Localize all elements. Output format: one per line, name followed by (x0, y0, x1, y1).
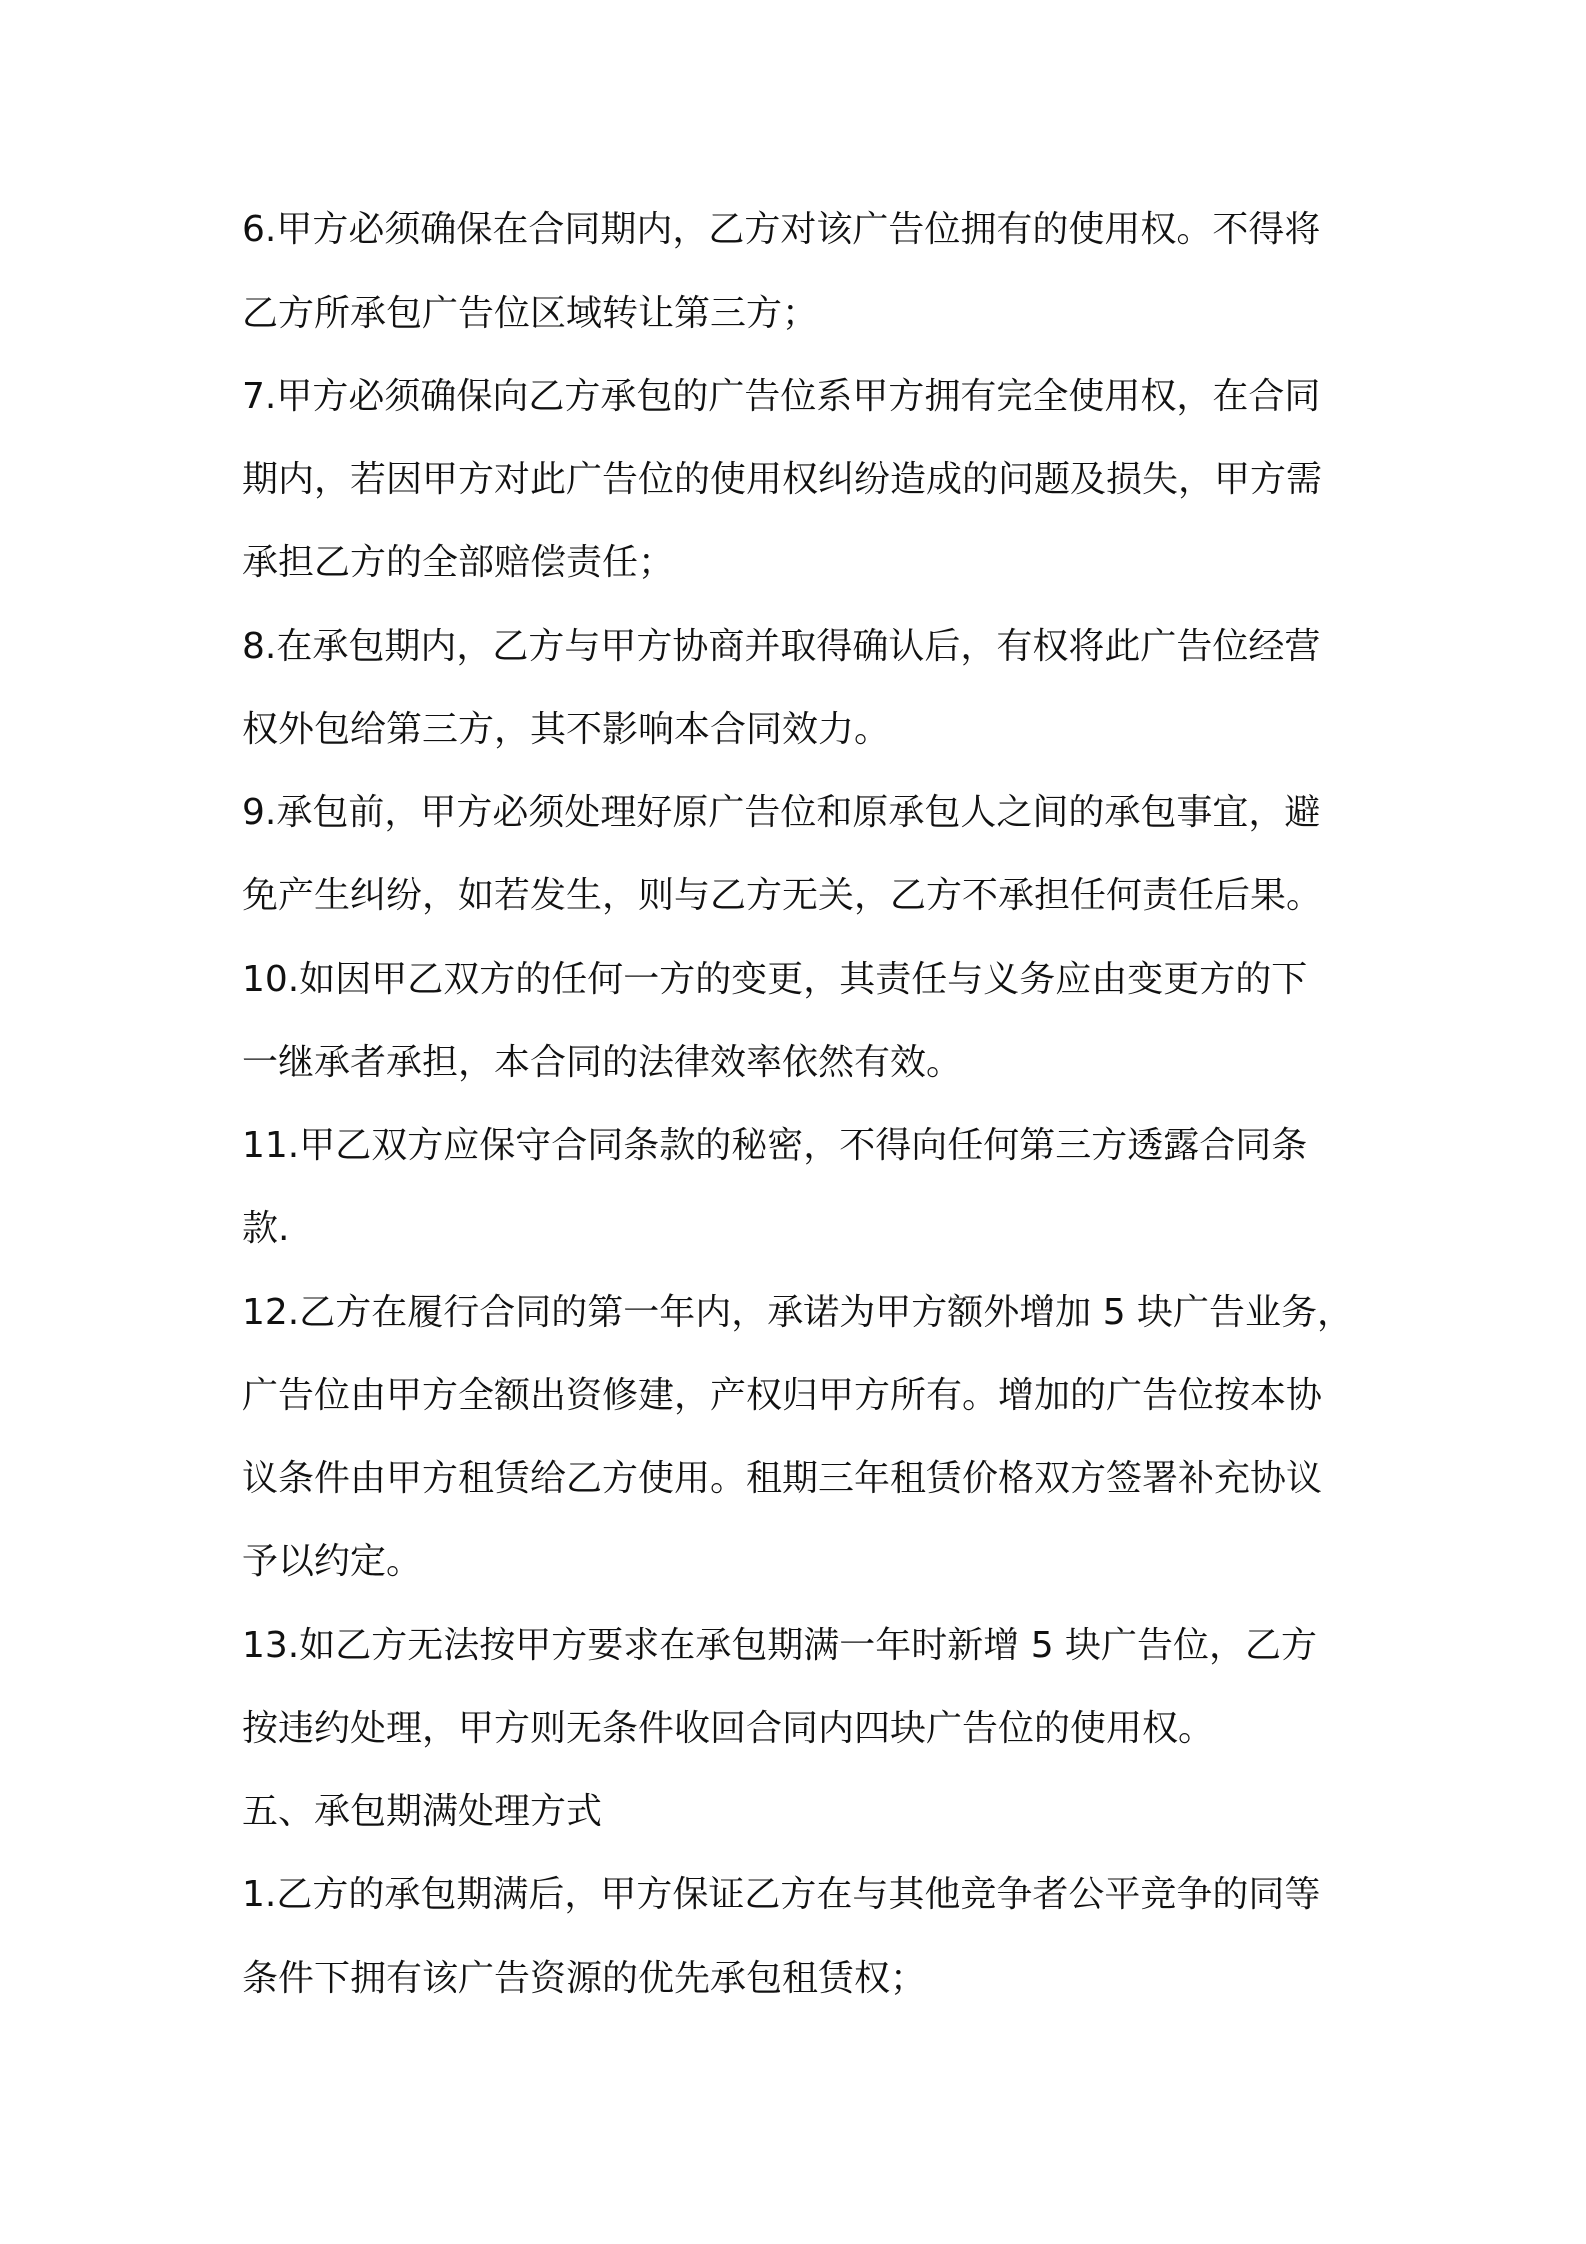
text-line: 款. (242, 1208, 290, 1249)
text-line: 条件下拥有该广告资源的优先承包租赁权； (242, 1958, 927, 1999)
text-line: 12.乙方在履行合同的第一年内，承诺为甲方额外增加 5 块广告业务， (242, 1292, 1354, 1333)
text-line: 1.乙方的承包期满后，甲方保证乙方在与其他竞争者公平竞争的同等 (242, 1874, 1321, 1915)
text-line: 11.甲乙双方应保守合同条款的秘密，不得向任何第三方透露合同条 (242, 1125, 1308, 1166)
text-line: 13.如乙方无法按甲方要求在承包期满一年时新增 5 块广告位，乙方 (242, 1625, 1318, 1666)
text-line: 6.甲方必须确保在合同期内，乙方对该广告位拥有的使用权。不得将 (242, 209, 1321, 250)
text-line: 权外包给第三方，其不影响本合同效力。 (242, 709, 891, 750)
text-line: 乙方所承包广告位区域转让第三方； (242, 293, 819, 334)
text-line: 予以约定。 (242, 1541, 423, 1582)
text-line: 免产生纠纷，如若发生，则与乙方无关，乙方不承担任何责任后果。 (242, 875, 1323, 916)
text-line: 议条件由甲方租赁给乙方使用。租期三年租赁价格双方签署补充协议 (242, 1458, 1323, 1499)
section-heading: 五、承包期满处理方式 (242, 1791, 603, 1832)
text-line: 10.如因甲乙双方的任何一方的变更，其责任与义务应由变更方的下 (242, 959, 1308, 1000)
text-line: 承担乙方的全部赔偿责任； (242, 542, 675, 583)
text-line: 8.在承包期内，乙方与甲方协商并取得确认后，有权将此广告位经营 (242, 626, 1321, 667)
text-line: 广告位由甲方全额出资修建，产权归甲方所有。增加的广告位按本协 (242, 1375, 1323, 1416)
text-line: 9.承包前，甲方必须处理好原广告位和原承包人之间的承包事宜，避 (242, 792, 1321, 833)
text-line: 7.甲方必须确保向乙方承包的广告位系甲方拥有完全使用权，在合同 (242, 376, 1321, 417)
text-line: 一继承者承担，本合同的法律效率依然有效。 (242, 1042, 963, 1083)
text-line: 期内，若因甲方对此广告位的使用权纠纷造成的问题及损失，甲方需 (242, 459, 1323, 500)
text-line: 按违约处理，甲方则无条件收回合同内四块广告位的使用权。 (242, 1708, 1215, 1749)
